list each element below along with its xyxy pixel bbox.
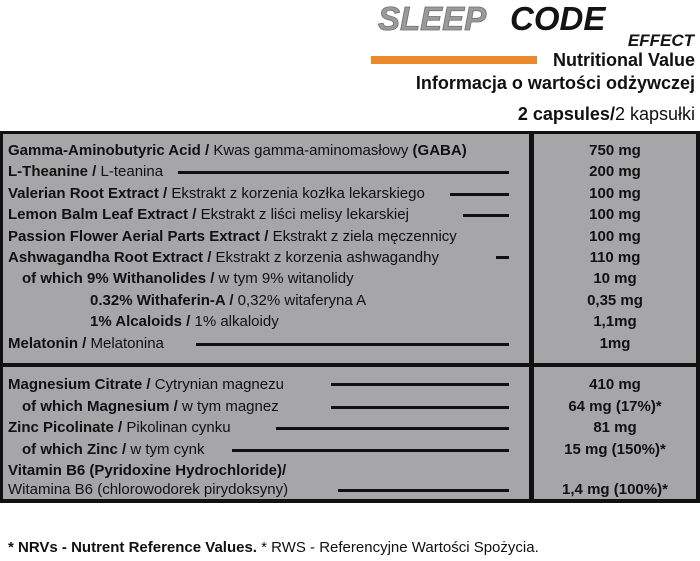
logo-code-text: CODE xyxy=(510,0,606,37)
ingredient-magnesium: of which Magnesium / w tym magnez xyxy=(22,398,279,415)
leader-line xyxy=(496,256,509,259)
logo-effect-text: EFFECT xyxy=(627,31,694,50)
leader-line xyxy=(232,449,509,452)
sleepcode-effect-logo xyxy=(376,0,698,50)
value-magnesium-citrate: 410 mg xyxy=(589,376,641,393)
serving-pl: 2 kapsułki xyxy=(614,104,695,124)
logo-sleep-text: SLEEP xyxy=(378,0,487,37)
value-alcaloids: 1,1mg xyxy=(593,313,637,330)
value-melatonin: 1mg xyxy=(599,335,631,352)
value-zinc-picolinate: 81 mg xyxy=(593,419,637,436)
ingredient-zinc-picolinate: Zinc Picolinate / Pikolinan cynku xyxy=(8,419,231,436)
leader-line xyxy=(276,427,509,430)
leader-line xyxy=(331,406,509,409)
value-gaba: 750 mg xyxy=(589,142,641,159)
nutrition-table xyxy=(0,131,700,503)
value-valerian: 100 mg xyxy=(589,185,641,202)
leader-line xyxy=(196,343,509,346)
ingredient-l-theanine: L-Theanine / L-teanina xyxy=(8,163,164,180)
ingredient-withanolides: of which 9% Withanolides / w tym 9% witanolidy xyxy=(22,270,354,287)
ingredient-lemon-balm: Lemon Balm Leaf Extract / Ekstrakt z liści melisy lekarskiej xyxy=(8,206,409,223)
ingredient-melatonin: Melatonin / Melatonina xyxy=(8,335,164,352)
ingredient-magnesium-citrate: Magnesium Citrate / Cytrynian magnezu xyxy=(8,376,284,393)
leader-line xyxy=(450,193,509,196)
nutritional-value-heading: Nutritional Value xyxy=(552,50,695,70)
value-ashwagandha: 110 mg xyxy=(589,249,641,266)
ingredient-alcaloids: 1% Alcaloids / 1% alkaloidy xyxy=(90,313,279,330)
leader-line xyxy=(331,383,509,386)
ingredient-vitamin-b6-pl: Witamina B6 (chlorowodorek pirydoksyny) xyxy=(8,481,289,498)
value-passion-flower: 100 mg xyxy=(589,228,641,245)
value-withaferin: 0,35 mg xyxy=(587,292,643,309)
value-l-theanine: 200 mg xyxy=(589,163,641,180)
leader-line xyxy=(463,214,509,217)
leader-line xyxy=(178,171,509,174)
leader-line xyxy=(338,489,509,492)
ingredient-valerian: Valerian Root Extract / Ekstrakt z korzenia kozłka lekarskiego xyxy=(8,185,425,202)
ingredient-withaferin: 0.32% Withaferin-A / 0,32% witaferyna A xyxy=(90,292,367,309)
nrv-footnote: * NRVs - Nutrent Reference Values. * RWS - Referencyjne Wartości Spożycia. xyxy=(8,539,539,556)
ingredient-passion-flower: Passion Flower Aerial Parts Extract / Ekstrakt z ziela męczennicy xyxy=(8,228,457,245)
ingredient-vitamin-b6-en: Vitamin B6 (Pyridoxine Hydrochloride)/ xyxy=(8,462,287,479)
informacja-heading: Informacja o wartości odżywczej xyxy=(415,73,695,93)
accent-bar xyxy=(371,56,537,64)
value-vitamin-b6: 1,4 mg (100%)* xyxy=(562,481,668,498)
serving-en: 2 capsules/ xyxy=(517,104,615,124)
ingredient-zinc: of which Zinc / w tym cynk xyxy=(22,441,205,458)
serving-size xyxy=(518,104,695,125)
value-withanolides: 10 mg xyxy=(593,270,637,287)
ingredient-ashwagandha: Ashwagandha Root Extract / Ekstrakt z korzenia ashwagandhy xyxy=(8,249,439,266)
value-lemon-balm: 100 mg xyxy=(589,206,641,223)
ingredient-gaba: Gamma-Aminobutyric Acid / Kwas gamma-aminomasłowy (GABA) xyxy=(8,142,467,159)
value-magnesium: 64 mg (17%)* xyxy=(568,398,662,415)
value-zinc: 15 mg (150%)* xyxy=(564,441,666,458)
